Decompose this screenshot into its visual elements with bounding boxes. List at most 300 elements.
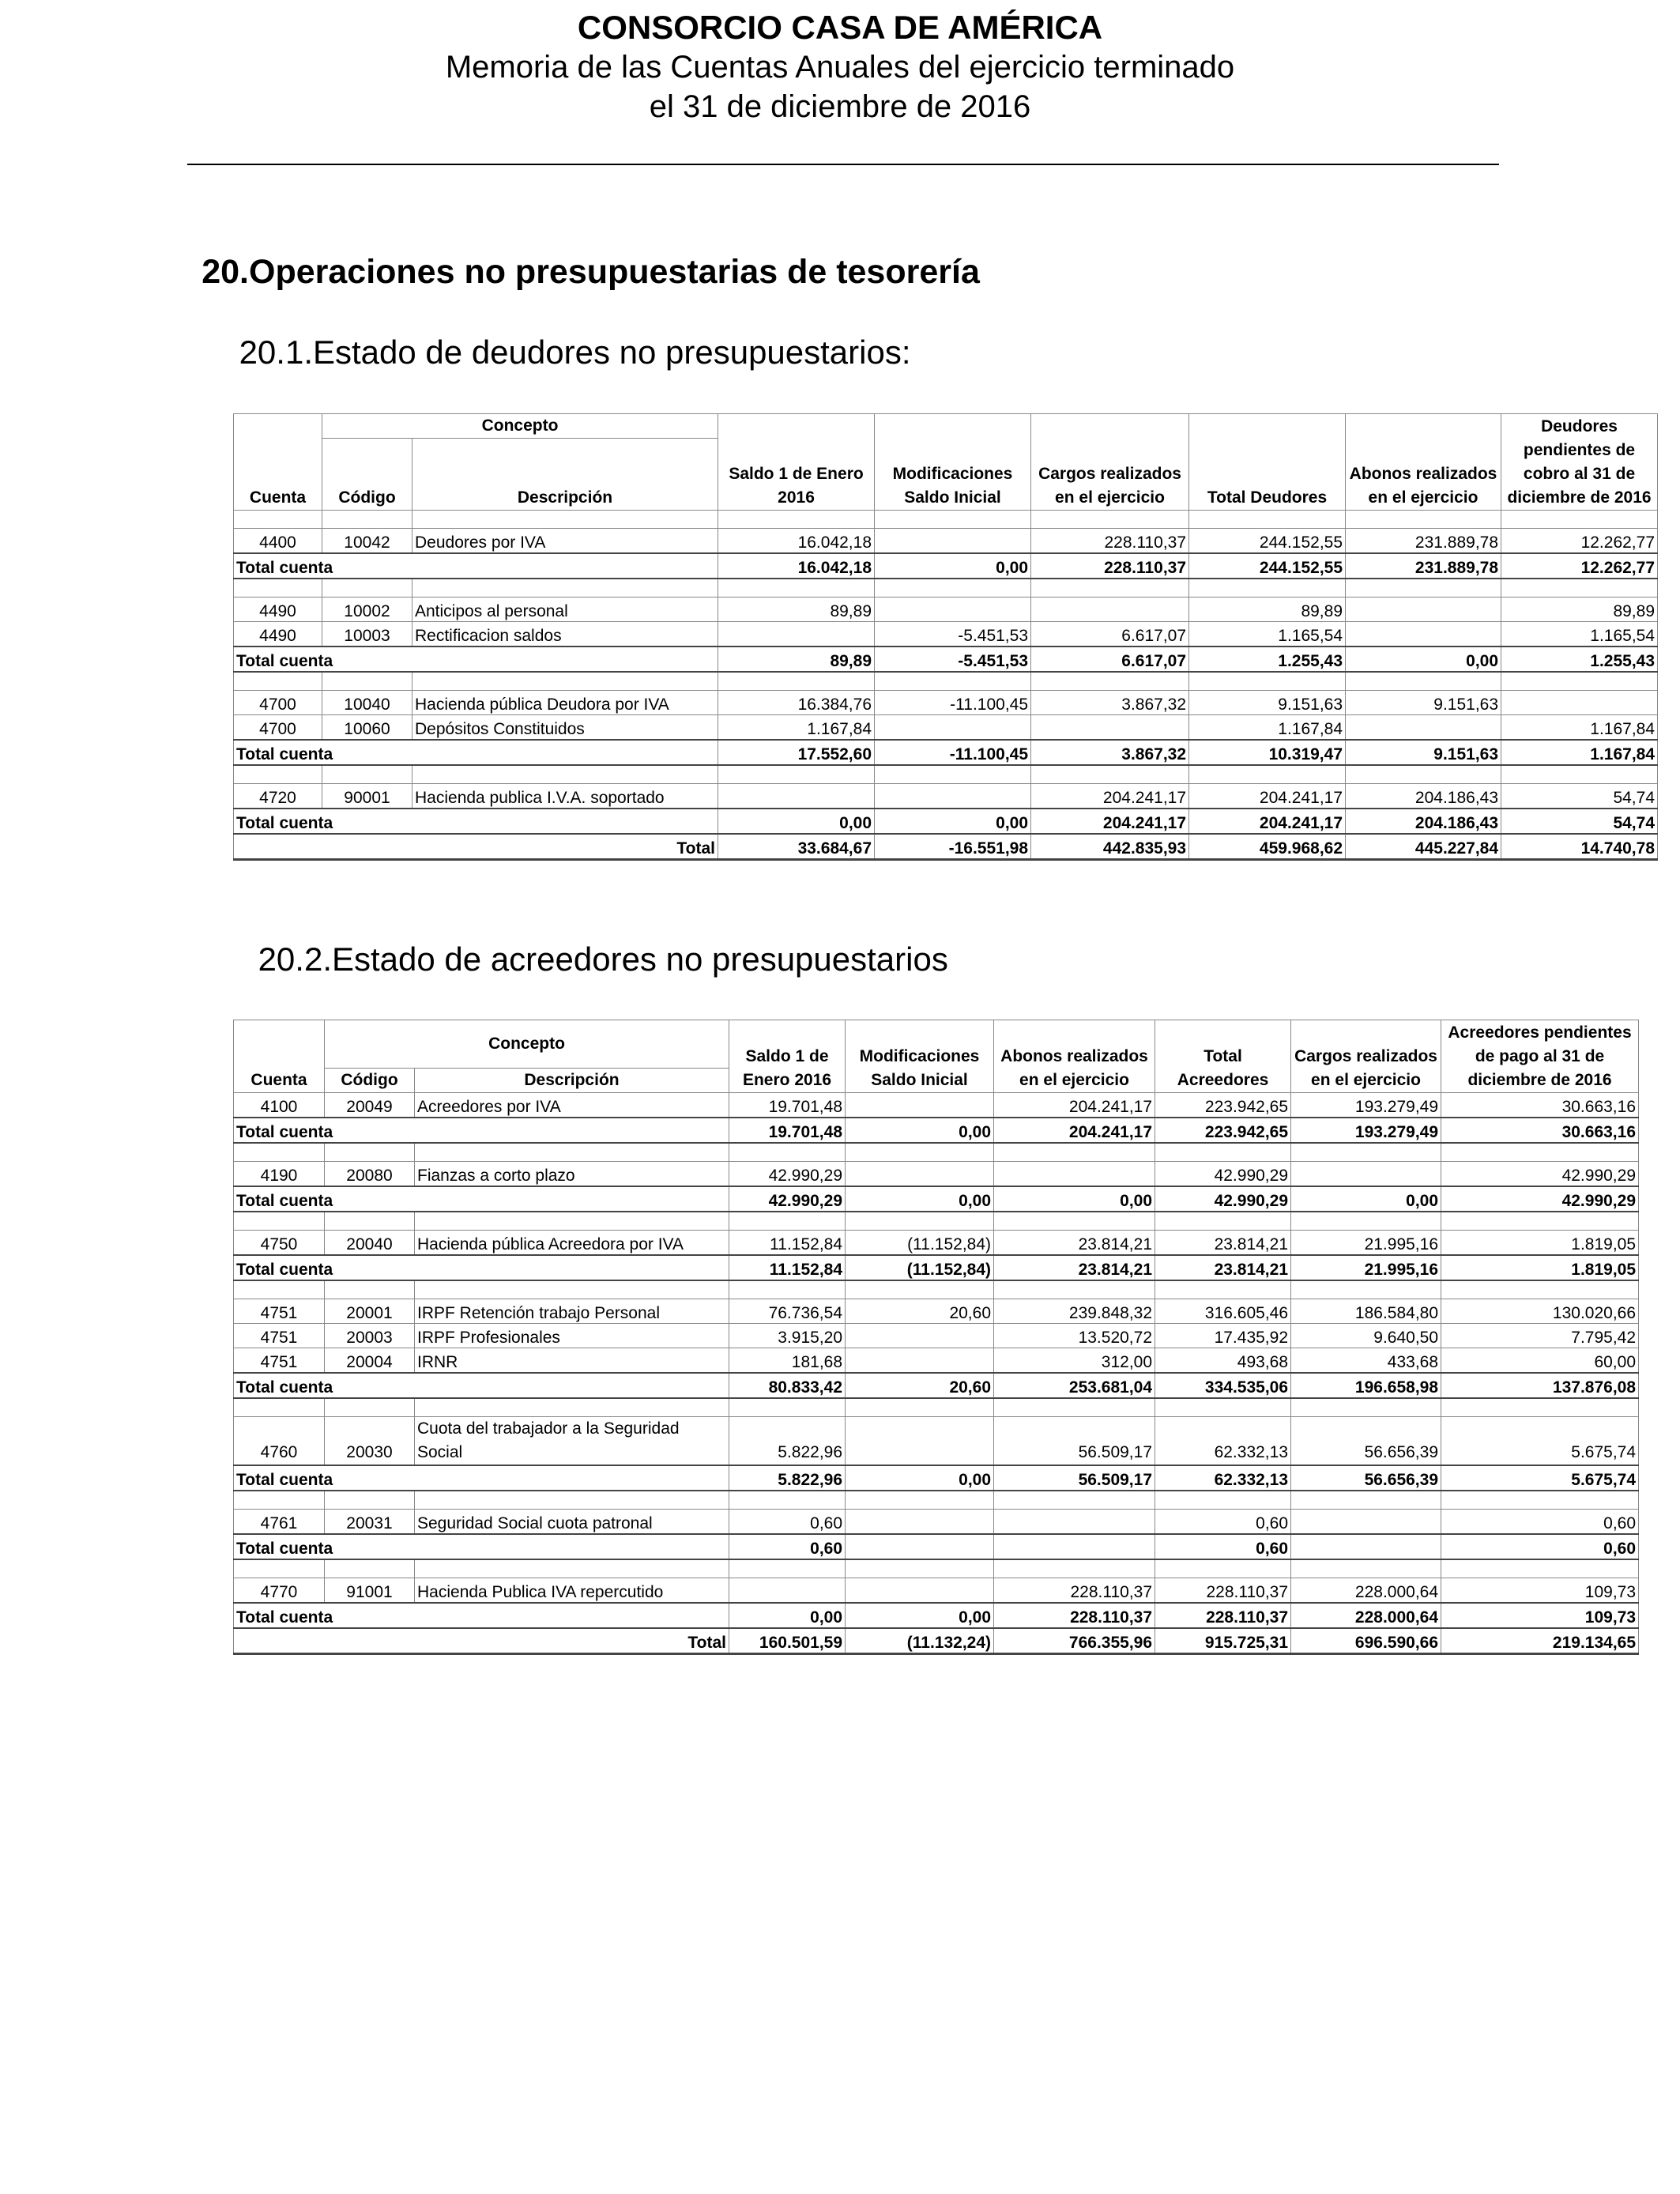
spacer-cell [1291, 1491, 1441, 1510]
total-cell: 0,60 [1155, 1510, 1291, 1535]
descripcion-cell: Hacienda Publica IVA repercutido [415, 1578, 729, 1604]
total-abonos-cell: 231.889,78 [1346, 553, 1501, 579]
abonos-cell [1346, 622, 1501, 647]
codigo-cell: 10002 [322, 598, 412, 622]
total-pend-cell: 109,73 [1441, 1603, 1639, 1628]
total-cargos-cell: 6.617,07 [1031, 647, 1189, 672]
header-abonos: Abonos realizados en el ejercicio [1346, 414, 1501, 511]
pend-cell: 12.262,77 [1501, 529, 1658, 554]
spacer-cell [415, 1491, 729, 1510]
spacer-cell [322, 511, 412, 529]
spacer-cell [846, 1212, 994, 1231]
spacer-cell [412, 511, 718, 529]
grand-saldo-cell: 160.501,59 [729, 1628, 846, 1654]
abonos-cell [994, 1510, 1155, 1535]
spacer-cell [1031, 511, 1189, 529]
total-total-cell: 334.535,06 [1155, 1373, 1291, 1398]
spacer-cell [1155, 1280, 1291, 1299]
abonos-cell: 228.110,37 [994, 1578, 1155, 1604]
total-cuenta-row [234, 1255, 1639, 1280]
table-row [234, 622, 1658, 647]
subsection-title: Estado de deudores no presupuestarios: [313, 334, 911, 371]
total-cuenta-label: Total cuenta [234, 1255, 729, 1280]
modif-cell [875, 784, 1031, 809]
total-abonos-cell [994, 1534, 1155, 1559]
total-abonos-cell: 253.681,04 [994, 1373, 1155, 1398]
total-saldo-cell: 19.701,48 [729, 1118, 846, 1143]
total-pend-cell: 30.663,16 [1441, 1118, 1639, 1143]
total-cargos-cell: 196.658,98 [1291, 1373, 1441, 1398]
spacer-cell [1441, 1559, 1639, 1578]
total-saldo-cell: 80.833,42 [729, 1373, 846, 1398]
spacer-cell [718, 579, 875, 598]
spacer-cell [1346, 672, 1501, 691]
spacer-cell [1291, 1212, 1441, 1231]
total-abonos-cell: 204.241,17 [994, 1118, 1155, 1143]
pend-cell: 7.795,42 [1441, 1324, 1639, 1348]
cuenta-cell: 4490 [234, 598, 322, 622]
total-cuenta-label: Total cuenta [234, 553, 718, 579]
spacer-cell [1155, 1212, 1291, 1231]
spacer-cell [1189, 672, 1346, 691]
cargos-cell: 228.110,37 [1031, 529, 1189, 554]
total-total-cell: 244.152,55 [1189, 553, 1346, 579]
spacer-cell [875, 765, 1031, 784]
spacer-cell [1441, 1398, 1639, 1417]
pend-cell [1501, 691, 1658, 715]
spacer-row [234, 765, 1658, 784]
spacer-cell [1031, 672, 1189, 691]
cargos-cell: 6.617,07 [1031, 622, 1189, 647]
abonos-cell: 312,00 [994, 1348, 1155, 1374]
total-cell: 493,68 [1155, 1348, 1291, 1374]
subsection-heading-acreedores [228, 941, 948, 978]
saldo-cell: 89,89 [718, 598, 875, 622]
header-saldo: Saldo 1 de Enero 2016 [718, 414, 875, 511]
cargos-cell: 228.000,64 [1291, 1578, 1441, 1604]
abonos-cell: 204.186,43 [1346, 784, 1501, 809]
total-cuenta-label: Total cuenta [234, 1465, 729, 1491]
total-abonos-cell: 0,00 [994, 1186, 1155, 1212]
total-pend-cell: 5.675,74 [1441, 1465, 1639, 1491]
subsection-number: 20.2. [258, 941, 332, 978]
table-row [234, 1510, 1639, 1535]
total-saldo-cell: 89,89 [718, 647, 875, 672]
cuenta-cell: 4751 [234, 1299, 325, 1324]
total-saldo-cell: 11.152,84 [729, 1255, 846, 1280]
header-divider [187, 164, 1499, 165]
total-cuenta-label: Total cuenta [234, 1373, 729, 1398]
total-saldo-cell: 42.990,29 [729, 1186, 846, 1212]
spacer-cell [1441, 1280, 1639, 1299]
spacer-cell [415, 1280, 729, 1299]
total-cuenta-row [234, 1118, 1639, 1143]
total-cuenta-label: Total cuenta [234, 1118, 729, 1143]
cuenta-cell: 4400 [234, 529, 322, 554]
deudores-table-body [234, 511, 1658, 860]
cuenta-cell: 4751 [234, 1324, 325, 1348]
spacer-cell [1501, 672, 1658, 691]
spacer-cell [875, 579, 1031, 598]
codigo-cell: 90001 [322, 784, 412, 809]
spacer-cell [994, 1143, 1155, 1162]
total-cargos-cell: 193.279,49 [1291, 1118, 1441, 1143]
header-pendientes: Deudores pendientes de cobro al 31 de diciembre de 2016 [1501, 414, 1658, 511]
modif-cell [875, 529, 1031, 554]
cargos-cell: 433,68 [1291, 1348, 1441, 1374]
table-row [234, 1324, 1639, 1348]
descripcion-cell: Deudores por IVA [412, 529, 718, 554]
modif-cell [846, 1578, 994, 1604]
spacer-row [234, 579, 1658, 598]
spacer-cell [234, 765, 322, 784]
spacer-cell [994, 1280, 1155, 1299]
table-row [234, 1348, 1639, 1374]
saldo-cell [718, 784, 875, 809]
spacer-cell [729, 1280, 846, 1299]
abonos-cell: 9.151,63 [1346, 691, 1501, 715]
cargos-cell: 9.640,50 [1291, 1324, 1441, 1348]
descripcion-cell: Acreedores por IVA [415, 1093, 729, 1118]
spacer-cell [1291, 1143, 1441, 1162]
saldo-cell: 181,68 [729, 1348, 846, 1374]
grand-abonos-cell: 766.355,96 [994, 1628, 1155, 1654]
codigo-cell: 20049 [325, 1093, 415, 1118]
codigo-cell: 20001 [325, 1299, 415, 1324]
header-codigo: Código [322, 439, 412, 511]
pend-cell: 89,89 [1501, 598, 1658, 622]
header-concepto: Concepto [322, 414, 718, 439]
cuenta-cell: 4700 [234, 691, 322, 715]
spacer-cell [234, 1491, 325, 1510]
acreedores-table [233, 1020, 1639, 1655]
abonos-cell [994, 1162, 1155, 1187]
spacer-cell [1501, 511, 1658, 529]
table-row [234, 691, 1658, 715]
document-header [0, 8, 1680, 126]
table-row [234, 1417, 1639, 1466]
header-cargos: Cargos realizados en el ejercicio [1291, 1020, 1441, 1093]
spacer-cell [1291, 1559, 1441, 1578]
saldo-cell: 76.736,54 [729, 1299, 846, 1324]
header-codigo: Código [325, 1069, 415, 1093]
spacer-cell [994, 1398, 1155, 1417]
saldo-cell: 19.701,48 [729, 1093, 846, 1118]
spacer-row [234, 1559, 1639, 1578]
grand-modif-cell: (11.132,24) [846, 1628, 994, 1654]
codigo-cell: 10060 [322, 715, 412, 741]
grand-total-cell: 915.725,31 [1155, 1628, 1291, 1654]
table-row [234, 1093, 1639, 1118]
total-modif-cell: -5.451,53 [875, 647, 1031, 672]
header-cargos: Cargos realizados en el ejercicio [1031, 414, 1189, 511]
total-pend-cell: 1.255,43 [1501, 647, 1658, 672]
abonos-cell: 23.814,21 [994, 1231, 1155, 1256]
section-number: 20. [202, 253, 249, 291]
saldo-cell: 1.167,84 [718, 715, 875, 741]
total-cargos-cell: 56.656,39 [1291, 1465, 1441, 1491]
spacer-cell [415, 1559, 729, 1578]
spacer-cell [234, 1398, 325, 1417]
deudores-table [233, 413, 1658, 861]
total-saldo-cell: 0,00 [718, 809, 875, 834]
total-modif-cell: -11.100,45 [875, 740, 1031, 765]
spacer-cell [1155, 1143, 1291, 1162]
spacer-cell [1155, 1559, 1291, 1578]
codigo-cell: 91001 [325, 1578, 415, 1604]
header-modificaciones: Modificaciones Saldo Inicial [875, 414, 1031, 511]
codigo-cell: 10003 [322, 622, 412, 647]
spacer-cell [325, 1280, 415, 1299]
modif-cell [846, 1510, 994, 1535]
descripcion-cell: IRNR [415, 1348, 729, 1374]
total-modif-cell: 0,00 [846, 1118, 994, 1143]
total-abonos-cell: 56.509,17 [994, 1465, 1155, 1491]
header-modificaciones: Modificaciones Saldo Inicial [846, 1020, 994, 1093]
cuenta-cell: 4760 [234, 1417, 325, 1466]
total-cuenta-label: Total cuenta [234, 1186, 729, 1212]
spacer-cell [1441, 1143, 1639, 1162]
spacer-cell [1031, 765, 1189, 784]
abonos-cell [1346, 598, 1501, 622]
total-cell: 223.942,65 [1155, 1093, 1291, 1118]
descripcion-cell: Depósitos Constituidos [412, 715, 718, 741]
modif-cell [846, 1324, 994, 1348]
spacer-cell [325, 1559, 415, 1578]
saldo-cell: 11.152,84 [729, 1231, 846, 1256]
spacer-cell [729, 1559, 846, 1578]
report-title-line-2: el 31 de diciembre de 2016 [649, 89, 1031, 124]
total-cuenta-row [234, 1373, 1639, 1398]
cargos-cell: 186.584,80 [1291, 1299, 1441, 1324]
spacer-cell [718, 511, 875, 529]
abonos-cell: 231.889,78 [1346, 529, 1501, 554]
descripcion-cell: Hacienda publica I.V.A. soportado [412, 784, 718, 809]
saldo-cell: 42.990,29 [729, 1162, 846, 1187]
grand-cargos-cell: 442.835,93 [1031, 834, 1189, 860]
pend-cell: 130.020,66 [1441, 1299, 1639, 1324]
total-total-cell: 204.241,17 [1189, 809, 1346, 834]
modif-cell: (11.152,84) [846, 1231, 994, 1256]
header-abonos: Abonos realizados en el ejercicio [994, 1020, 1155, 1093]
spacer-cell [1346, 765, 1501, 784]
cargos-cell [1031, 715, 1189, 741]
spacer-cell [1291, 1280, 1441, 1299]
subsection-heading-deudores [228, 334, 911, 371]
spacer-cell [1291, 1398, 1441, 1417]
spacer-cell [234, 579, 322, 598]
grand-saldo-cell: 33.684,67 [718, 834, 875, 860]
subsection-number: 20.1. [239, 334, 313, 371]
cargos-cell [1031, 598, 1189, 622]
subsection-title: Estado de acreedores no presupuestarios [332, 941, 948, 978]
spacer-cell [415, 1398, 729, 1417]
total-cuenta-row [234, 1603, 1639, 1628]
codigo-cell: 20004 [325, 1348, 415, 1374]
spacer-cell [412, 579, 718, 598]
grand-total-cell: 459.968,62 [1189, 834, 1346, 860]
spacer-cell [234, 1143, 325, 1162]
spacer-cell [846, 1398, 994, 1417]
spacer-cell [875, 511, 1031, 529]
spacer-cell [846, 1280, 994, 1299]
total-total-cell: 0,60 [1155, 1534, 1291, 1559]
spacer-cell [234, 672, 322, 691]
cuenta-cell: 4700 [234, 715, 322, 741]
spacer-cell [1189, 579, 1346, 598]
spacer-cell [234, 1559, 325, 1578]
total-cuenta-row [234, 809, 1658, 834]
total-modif-cell: 0,00 [846, 1186, 994, 1212]
header-concepto: Concepto [325, 1020, 729, 1069]
cargos-cell: 3.867,32 [1031, 691, 1189, 715]
spacer-cell [1441, 1212, 1639, 1231]
total-total-cell: 10.319,47 [1189, 740, 1346, 765]
modif-cell [846, 1417, 994, 1466]
total-cargos-cell: 21.995,16 [1291, 1255, 1441, 1280]
descripcion-cell: Fianzas a corto plazo [415, 1162, 729, 1187]
total-total-cell: 62.332,13 [1155, 1465, 1291, 1491]
total-total-cell: 1.255,43 [1189, 647, 1346, 672]
total-modif-cell: (11.152,84) [846, 1255, 994, 1280]
descripcion-cell: Anticipos al personal [412, 598, 718, 622]
spacer-cell [875, 672, 1031, 691]
abonos-cell [1346, 715, 1501, 741]
descripcion-cell: IRPF Retención trabajo Personal [415, 1299, 729, 1324]
grand-total-row [234, 1628, 1639, 1654]
total-pend-cell: 54,74 [1501, 809, 1658, 834]
organization-name: CONSORCIO CASA DE AMÉRICA [577, 9, 1103, 46]
header-total-acreedores: Total Acreedores [1155, 1020, 1291, 1093]
spacer-cell [1346, 511, 1501, 529]
total-cell: 62.332,13 [1155, 1417, 1291, 1466]
section-title: Operaciones no presupuestarias de tesorería [249, 253, 980, 291]
header-total-deudores: Total Deudores [1189, 414, 1346, 511]
cuenta-cell: 4770 [234, 1578, 325, 1604]
grand-total-row [234, 834, 1658, 860]
total-modif-cell: 0,00 [846, 1465, 994, 1491]
spacer-cell [1155, 1398, 1291, 1417]
cuenta-cell: 4720 [234, 784, 322, 809]
table-row [234, 1299, 1639, 1324]
grand-cargos-cell: 696.590,66 [1291, 1628, 1441, 1654]
table-row [234, 784, 1658, 809]
cargos-cell: 204.241,17 [1031, 784, 1189, 809]
cargos-cell: 193.279,49 [1291, 1093, 1441, 1118]
descripcion-cell: Hacienda pública Deudora por IVA [412, 691, 718, 715]
table-row [234, 598, 1658, 622]
spacer-cell [729, 1398, 846, 1417]
saldo-cell: 3.915,20 [729, 1324, 846, 1348]
spacer-cell [1441, 1491, 1639, 1510]
spacer-cell [994, 1559, 1155, 1578]
modif-cell [846, 1348, 994, 1374]
spacer-row [234, 672, 1658, 691]
total-cuenta-label: Total cuenta [234, 647, 718, 672]
spacer-cell [234, 511, 322, 529]
codigo-cell: 10042 [322, 529, 412, 554]
total-cuenta-label: Total cuenta [234, 740, 718, 765]
total-cargos-cell: 228.110,37 [1031, 553, 1189, 579]
total-total-cell: 23.814,21 [1155, 1255, 1291, 1280]
modif-cell [875, 715, 1031, 741]
total-cuenta-row [234, 647, 1658, 672]
total-pend-cell: 12.262,77 [1501, 553, 1658, 579]
spacer-cell [325, 1491, 415, 1510]
spacer-cell [322, 672, 412, 691]
spacer-cell [325, 1398, 415, 1417]
spacer-row [234, 1280, 1639, 1299]
modif-cell: 20,60 [846, 1299, 994, 1324]
report-title-line-1: Memoria de las Cuentas Anuales del ejercicio terminado [445, 50, 1235, 85]
table-row [234, 1162, 1639, 1187]
saldo-cell: 16.384,76 [718, 691, 875, 715]
modif-cell [846, 1093, 994, 1118]
total-pend-cell: 42.990,29 [1441, 1186, 1639, 1212]
grand-pend-cell: 219.134,65 [1441, 1628, 1639, 1654]
pend-cell: 1.167,84 [1501, 715, 1658, 741]
total-total-cell: 228.110,37 [1155, 1603, 1291, 1628]
pend-cell: 109,73 [1441, 1578, 1639, 1604]
spacer-cell [1346, 579, 1501, 598]
total-modif-cell: 0,00 [875, 809, 1031, 834]
cargos-cell [1291, 1162, 1441, 1187]
table-row [234, 1231, 1639, 1256]
total-abonos-cell: 228.110,37 [994, 1603, 1155, 1628]
spacer-row [234, 1491, 1639, 1510]
modif-cell [846, 1162, 994, 1187]
total-modif-cell: 0,00 [875, 553, 1031, 579]
total-cuenta-label: Total cuenta [234, 809, 718, 834]
spacer-cell [846, 1491, 994, 1510]
total-cell: 316.605,46 [1155, 1299, 1291, 1324]
spacer-cell [322, 765, 412, 784]
codigo-cell: 20030 [325, 1417, 415, 1466]
total-cuenta-row [234, 1465, 1639, 1491]
cargos-cell: 56.656,39 [1291, 1417, 1441, 1466]
spacer-cell [325, 1143, 415, 1162]
total-cargos-cell: 228.000,64 [1291, 1603, 1441, 1628]
total-modif-cell: 0,00 [846, 1603, 994, 1628]
modif-cell [875, 598, 1031, 622]
total-abonos-cell: 204.186,43 [1346, 809, 1501, 834]
pend-cell: 42.990,29 [1441, 1162, 1639, 1187]
spacer-cell [718, 765, 875, 784]
codigo-cell: 20031 [325, 1510, 415, 1535]
spacer-cell [234, 1280, 325, 1299]
total-cargos-cell: 3.867,32 [1031, 740, 1189, 765]
total-modif-cell [846, 1534, 994, 1559]
total-cuenta-row [234, 553, 1658, 579]
codigo-cell: 20040 [325, 1231, 415, 1256]
total-cell: 42.990,29 [1155, 1162, 1291, 1187]
total-cargos-cell: 204.241,17 [1031, 809, 1189, 834]
cargos-cell: 21.995,16 [1291, 1231, 1441, 1256]
spacer-cell [729, 1212, 846, 1231]
saldo-cell: 5.822,96 [729, 1417, 846, 1466]
total-cuenta-label: Total cuenta [234, 1534, 729, 1559]
cuenta-cell: 4490 [234, 622, 322, 647]
total-pend-cell: 1.819,05 [1441, 1255, 1639, 1280]
grand-pend-cell: 14.740,78 [1501, 834, 1658, 860]
total-abonos-cell: 0,00 [1346, 647, 1501, 672]
spacer-cell [322, 579, 412, 598]
total-cell: 23.814,21 [1155, 1231, 1291, 1256]
descripcion-cell: Cuota del trabajador a la Seguridad Social [415, 1417, 729, 1466]
spacer-cell [729, 1491, 846, 1510]
cuenta-cell: 4190 [234, 1162, 325, 1187]
table-row [234, 1578, 1639, 1604]
